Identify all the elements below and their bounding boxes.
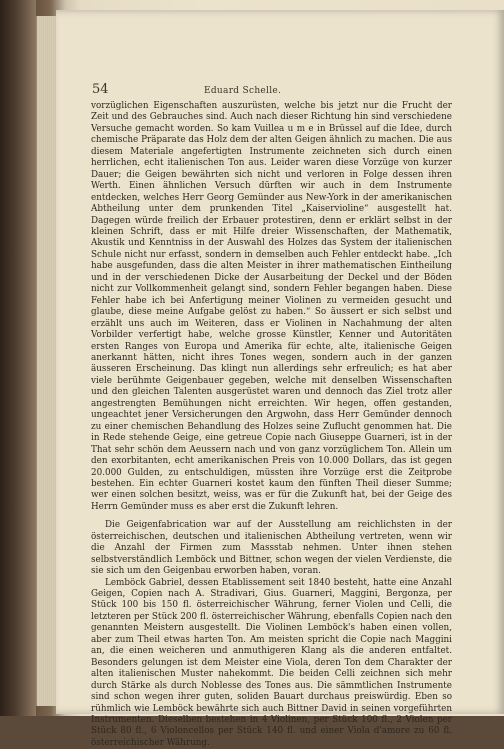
page-number: 54 — [92, 82, 109, 97]
running-head: Eduard Schelle. — [204, 86, 282, 96]
paragraph-2: Die Geigenfabrication war auf der Ausstellung am reichlichsten in der österreichischen, deutschen und italienischen Abtheilung vertreten, wenn wir die Anzahl der Firmen zum Massstab nehmen. Unter ihnen stehen selbstverständlich Lemböck und Bittner, schon wegen der vielen Verdienste, die sie sich um den Geigenbau erworben haben, voran. — [91, 520, 452, 577]
page-header — [92, 82, 336, 100]
paragraph-3: Lemböck Gabriel, dessen Etablissement seit 1840 besteht, hatte eine Anzahl Geigen, Copien nach A. Stradivari, Gius. Guarneri, Maggini, Bergonza, per Stück 100 bis 150 fl. österreichischer Währung, ferner Violen und Celli, die letzteren per Stück 200 fl. österreichischer Währung, ebenfalls Copien nach den genannten Meistern ausgestellt. Die Violinen Lemböck's haben einen vollen, aber zum Theil etwas harten Ton. Am meisten spricht die Copie nach Maggini an, die einen weicheren und anmuthigeren Klang als die anderen entfaltet. Besonders gelungen ist dem Meister eine Viola, deren Ton dem Charakter der alten italienischen Muster nahekommt. Die beiden Celli zeichnen sich mehr durch Stärke als durch Noblesse des Tones aus. Die sämmtlichen Instrumente sind schon wegen ihrer guten, soliden Bauart durchaus preiswürdig. Eben so rühmlich wie Lemböck bewährte sich auch Bittner David in seinen vorgeführten Instrumenten. Dieselben bestehen in 4 Violinen, per Stück 100 fl., 2 Violen per Stück 80 fl., 6 Violoncellos per Stück 140 fl. und einer Viola d'amore zu 60 fl. österreichischer Währung. — [91, 577, 452, 748]
book-binding — [0, 0, 36, 716]
page-body — [91, 101, 452, 749]
paragraph-1: vorzüglichen Eigenschaften auszurüsten, welche bis jetzt nur die Frucht der Zeit und des Gebrauches sind. Auch nach dieser Richtung hin sind verschiedene Versuche gemacht worden. So kam Vuillea u m e in Brüssel auf die Idee, durch chemische Präparate das Holz dem der alten Geigen ähnlich zu machen. Die aus diesem Materiale angefertigten Instrumente zeichneten sich durch einen herrlichen, echt italienischen Ton aus. Leider waren diese Vorzüge von kurzer Dauer; die Geigen bewährten sich nicht und verloren in Folge dessen ihren Werth. Einen ähnlichen Versuch dürften wir auch in dem Instrumente entdecken, welches Herr Georg Gemünder aus New-York in der amerikanischen Abtheilung unter dem prunkenden Titel „Kaiservioline“ ausgestellt hat. Dagegen würde freilich der Erbauer protestiren, denn er erklärt selbst in der kleinen Schrift, dass er mit Hilfe dreier Wissenschaften, der Mathematik, Akustik und Kenntniss in der Auswahl des Holzes das System der italienischen Schule nicht nur erfasst, sondern in demselben auch Fehler entdeckt habe. „Ich habe ausgefunden, dass die alten Meister in ihrer mathematischen Eintheilung und in der verschiedenen Dicke der Ausarbeitung der Deckel und der Böden nicht zur Vollkommenheit gelangt sind, sondern Fehler begangen haben. Diese Fehler habe ich bei Anfertigung meiner Violinen zu vermeiden gesucht und glaube, diese meine Aufgabe gelöst zu haben.“ So äussert er sich selbst und erzählt uns auch im Weiteren, dass er Violinen in Nachahmung der alten Vorbilder verfertigt habe, welche grosse Künstler, Kenner und Autoritäten ersten Ranges von Europa und Amerika für echte, alte, italienische Geigen anerkannt hätten, nicht ihres Tones wegen, sondern auch in der ganzen äusseren Erscheinung. Das klingt nun allerdings sehr erfreulich; es hat aber viele berühmte Geigenbauer gegeben, welche mit denselben Wissenschaften und den gleichen Talenten ausgerüstet waren und dennoch das Ziel trotz aller angestrengten Bemühungen nicht erreichten. Wir hegen, offen gestanden, ungeachtet jener Versicherungen den Argwohn, dass Herr Gemünder dennoch zu einer chemischen Behandlung des Holzes seine Zuflucht genommen hat. Die in Rede stehende Geige, eine getreue Copie nach Giuseppe Guarneri, ist in der That sehr schön dem Aeussern nach und von ganz vorzüglichem Ton. Allein um den exorbitanten, echt amerikanischen Preis von 10.000 Dollars, das ist gegen 20.000 Gulden, zu entschuldigen, müssten ihre Vorzüge erst die Zeitprobe bestehen. Ein echter Guarneri kostet kaum den fünften Theil dieser Summe; wer einen solchen besitzt, weiss, was er für die Zukunft hat, bei der Geige des Herrn Gemünder muss es aber erst die Zukunft lehren. — [91, 101, 452, 512]
